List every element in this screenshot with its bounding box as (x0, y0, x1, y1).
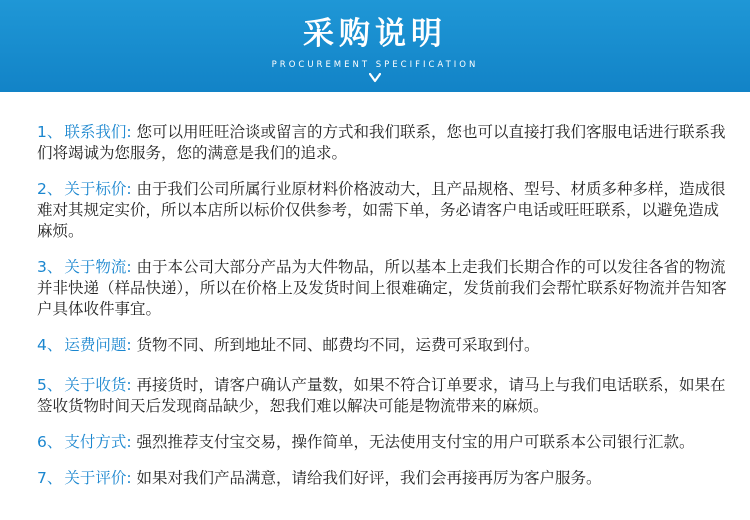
item-text: 货物不同、所到地址不同、邮费均不同，运费可采取到付。 (136, 336, 540, 354)
item-text: 由于我们公司所属行业原材料价格波动大，且产品规格、型号、材质多种多样，造成很难对其规定实价，所以本店所以标价仅供参考，如需下单，务必请客户电话或旺旺联系，以避免造成麻烦。 (37, 180, 726, 240)
item-text: 如果对我们产品满意，请给我们好评，我们会再接再厉为客户服务。 (136, 469, 602, 487)
item-text: 强烈推荐支付宝交易，操作简单，无法使用支付宝的用户可联系本公司银行汇款。 (136, 433, 695, 451)
item-label: 关于标价: (64, 180, 132, 198)
item-label: 运费问题: (64, 336, 132, 354)
list-item (37, 335, 727, 356)
item-label: 关于评价: (64, 469, 132, 487)
item-label: 支付方式: (64, 433, 132, 451)
item-number: 1、 (37, 123, 63, 141)
item-number: 5、 (37, 376, 63, 394)
item-text: 再接货时，请客户确认产量数，如果不符合订单要求，请马上与我们电话联系，如果在签收货物时间天后发现商品缺少，恕我们难以解决可能是物流带来的麻烦。 (37, 376, 726, 415)
item-number: 2、 (37, 180, 63, 198)
list-item (37, 257, 727, 320)
list-item (37, 179, 727, 242)
item-label: 联系我们: (64, 123, 132, 141)
item-number: 7、 (37, 469, 63, 487)
item-text: 您可以用旺旺洽谈或留言的方式和我们联系，您也可以直接打我们客服电话进行联系我们将竭诚为您服务，您的满意是我们的追求。 (37, 123, 726, 162)
list-item (37, 432, 727, 453)
list-item (37, 375, 727, 417)
list-item (37, 122, 727, 164)
item-label: 关于收货: (64, 376, 132, 394)
page-subtitle: PROCUREMENT SPECIFICATION (271, 60, 479, 70)
page-title: 采购说明 (303, 16, 447, 52)
chevron-down-icon (369, 73, 381, 83)
item-text: 由于本公司大部分产品为大件物品，所以基本上走我们长期合作的可以发往各省的物流并非快递（样品快递），所以在价格上及发货时间上很难确定，发货前我们会帮忙联系好物流并告知客户具体收件事宜。 (37, 258, 727, 318)
item-number: 6、 (37, 433, 63, 451)
item-number: 4、 (37, 336, 63, 354)
instructions-list (37, 122, 727, 508)
item-number: 3、 (37, 258, 63, 276)
list-item (37, 468, 727, 489)
item-label: 关于物流: (64, 258, 132, 276)
header-banner (0, 0, 750, 92)
